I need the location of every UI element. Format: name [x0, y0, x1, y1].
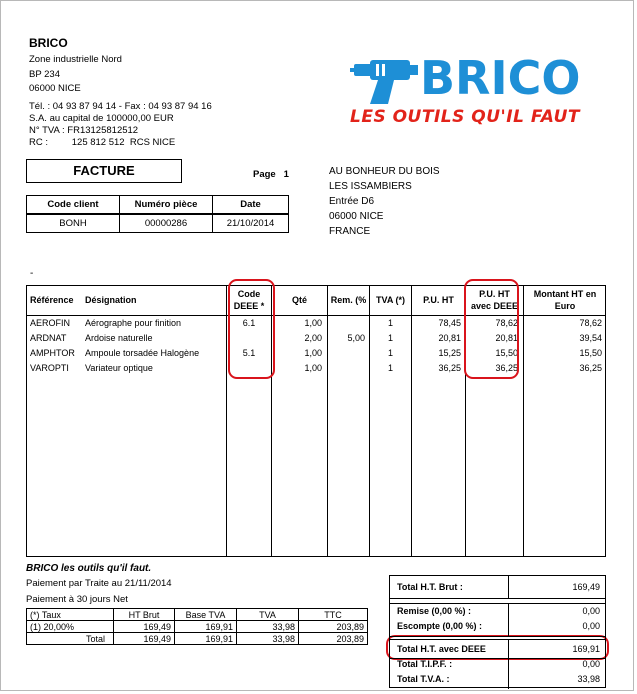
- row-deee: 5.1: [242, 348, 256, 358]
- row-pu-deee: 78,62: [495, 318, 518, 328]
- col-header-montant: [524, 288, 606, 312]
- total-ht-deee-value: 169,91: [572, 644, 600, 654]
- highlight-code-deee: [228, 279, 275, 379]
- row-montant: 78,62: [579, 318, 602, 328]
- row-pu-ht: 78,45: [438, 318, 461, 328]
- row-rem: 5,00: [347, 333, 365, 343]
- total-ht-brut-value: 169,49: [572, 582, 600, 592]
- recipient-line-1: LES ISSAMBIERS: [329, 181, 412, 192]
- separator-dash: -: [30, 268, 34, 279]
- info-header-client: Code client: [27, 196, 120, 215]
- total-ht-deee-label: Total H.T. avec DEEE: [397, 644, 486, 654]
- page-indicator: [253, 169, 289, 180]
- recipient-line-3: 06000 NICE: [329, 211, 384, 222]
- tva-cell: 203,89: [299, 621, 368, 633]
- info-header-date: Date: [213, 196, 289, 215]
- row-pu-deee: 36,25: [495, 363, 518, 373]
- col-header-pu-ht: P.U. HT: [423, 295, 454, 305]
- tva-cell: 169,91: [175, 633, 237, 645]
- total-ht-brut-label: Total H.T. Brut :: [397, 582, 463, 592]
- col-header-montant-line2: Euro: [554, 301, 576, 311]
- recipient-line-2: Entrée D6: [329, 196, 375, 207]
- info-piece-number: 00000286: [120, 214, 213, 233]
- info-header-piece: Numéro pièce: [120, 196, 213, 215]
- total-tva-value: 33,98: [577, 674, 600, 684]
- col-header-reference: Référence: [30, 295, 74, 305]
- items-table: [26, 285, 606, 557]
- tva-cell: Total: [27, 633, 114, 645]
- row-designation: Variateur optique: [85, 363, 153, 373]
- info-date: 21/10/2014: [213, 214, 289, 233]
- tva-breakdown-table: [26, 608, 368, 645]
- row-montant: 15,50: [579, 348, 602, 358]
- totals-box: [389, 575, 606, 688]
- sender-address-1: Zone industrielle Nord: [29, 54, 122, 65]
- row-designation: Ampoule torsadée Halogène: [85, 348, 200, 358]
- tva-header-ttc: TTC: [299, 609, 368, 621]
- col-header-code-deee-line2: DEEE *: [233, 301, 265, 311]
- row-pu-ht: 15,25: [438, 348, 461, 358]
- col-header-qty: Qté: [291, 295, 307, 305]
- footer-slogan: BRICO les outils qu'il faut.: [26, 563, 152, 574]
- escompte-label: Escompte (0,00 %) :: [397, 621, 483, 631]
- tva-header-tva: TVA: [237, 609, 299, 621]
- total-tipf-value: 0,00: [582, 659, 600, 669]
- payment-line-1: Paiement par Traite au 21/11/2014: [26, 578, 172, 589]
- total-tva-label: Total T.V.A. :: [397, 674, 450, 684]
- recipient-country: FRANCE: [329, 226, 371, 237]
- tva-cell: 169,49: [114, 621, 175, 633]
- table-row: [27, 633, 368, 645]
- invoice-info-table: [26, 195, 289, 233]
- drill-icon: [350, 52, 600, 134]
- brico-logo: [350, 52, 600, 134]
- row-qty: 1,00: [304, 348, 322, 358]
- escompte-value: 0,00: [582, 621, 600, 631]
- sender-phone-fax: Tél. : 04 93 87 94 14 - Fax : 04 93 87 94 16: [29, 100, 212, 112]
- row-pu-deee: 20,81: [495, 333, 518, 343]
- row-tva: 1: [387, 333, 393, 343]
- col-header-rem: Rem. (%: [330, 295, 367, 305]
- row-montant: 36,25: [579, 363, 602, 373]
- recipient-block: [329, 164, 440, 239]
- total-tipf-label: Total T.I.P.F. :: [397, 659, 453, 669]
- row-ref: AMPHTOR: [30, 348, 75, 358]
- row-montant: 39,54: [579, 333, 602, 343]
- row-designation: Aérographe pour finition: [85, 318, 182, 328]
- row-qty: 2,00: [304, 333, 322, 343]
- logo-brand: BRICO: [420, 52, 581, 105]
- sender-address-3: 06000 NICE: [29, 83, 81, 94]
- tva-cell: 33,98: [237, 633, 299, 645]
- sender-address-2: BP 234: [29, 68, 60, 80]
- row-pu-deee: 15,50: [495, 348, 518, 358]
- remise-value: 0,00: [582, 606, 600, 616]
- tva-cell: 169,91: [175, 621, 237, 633]
- row-pu-ht: 36,25: [438, 363, 461, 373]
- col-header-pu-deee-line1: P.U. HT: [479, 289, 510, 299]
- row-tva: 1: [387, 348, 393, 358]
- row-ref: VAROPTI: [30, 363, 69, 373]
- tva-header-base: Base TVA: [175, 609, 237, 621]
- row-pu-ht: 20,81: [438, 333, 461, 343]
- col-header-montant-line1: Montant HT en: [533, 289, 597, 299]
- tva-cell: 169,49: [114, 633, 175, 645]
- tva-cell: 33,98: [237, 621, 299, 633]
- page-number: 1: [283, 169, 289, 180]
- row-tva: 1: [387, 363, 393, 373]
- page-label: Page: [253, 169, 276, 180]
- table-row: [27, 621, 368, 633]
- row-ref: AEROFIN: [30, 318, 71, 328]
- sender-block: [29, 36, 212, 149]
- tva-header-row: [27, 609, 368, 621]
- col-header-designation: Désignation: [85, 295, 137, 305]
- tva-header-ht-brut: HT Brut: [114, 609, 175, 621]
- recipient-name: AU BONHEUR DU BOIS: [329, 166, 440, 177]
- sender-rcs: RC : 125 812 512 RCS NICE: [29, 136, 176, 148]
- sender-capital: S.A. au capital de 100000,00 EUR: [29, 112, 174, 124]
- sender-tva-number: N° TVA : FR13125812512: [29, 124, 139, 136]
- tva-header-taux: (*) Taux: [27, 609, 114, 621]
- col-header-tva: TVA (*): [376, 295, 405, 305]
- row-tva: 1: [387, 318, 393, 328]
- highlight-pu-deee: [464, 279, 519, 379]
- document-title: FACTURE: [26, 159, 182, 183]
- row-qty: 1,00: [304, 363, 322, 373]
- tva-cell: 203,89: [299, 633, 368, 645]
- col-header-code-deee-line1: Code: [237, 289, 261, 299]
- row-deee: 6.1: [242, 318, 256, 328]
- payment-line-2: Paiement à 30 jours Net: [26, 594, 128, 605]
- row-qty: 1,00: [304, 318, 322, 328]
- tva-cell: (1) 20,00%: [27, 621, 114, 633]
- info-client-code: BONH: [27, 214, 120, 233]
- logo-tagline: LES OUTILS QU'IL FAUT: [350, 107, 581, 127]
- col-header-pu-deee-line2: avec DEEE: [470, 301, 519, 311]
- remise-label: Remise (0,00 %) :: [397, 606, 472, 616]
- row-ref: ARDNAT: [30, 333, 67, 343]
- sender-name: BRICO: [29, 36, 68, 50]
- row-designation: Ardoise naturelle: [85, 333, 153, 343]
